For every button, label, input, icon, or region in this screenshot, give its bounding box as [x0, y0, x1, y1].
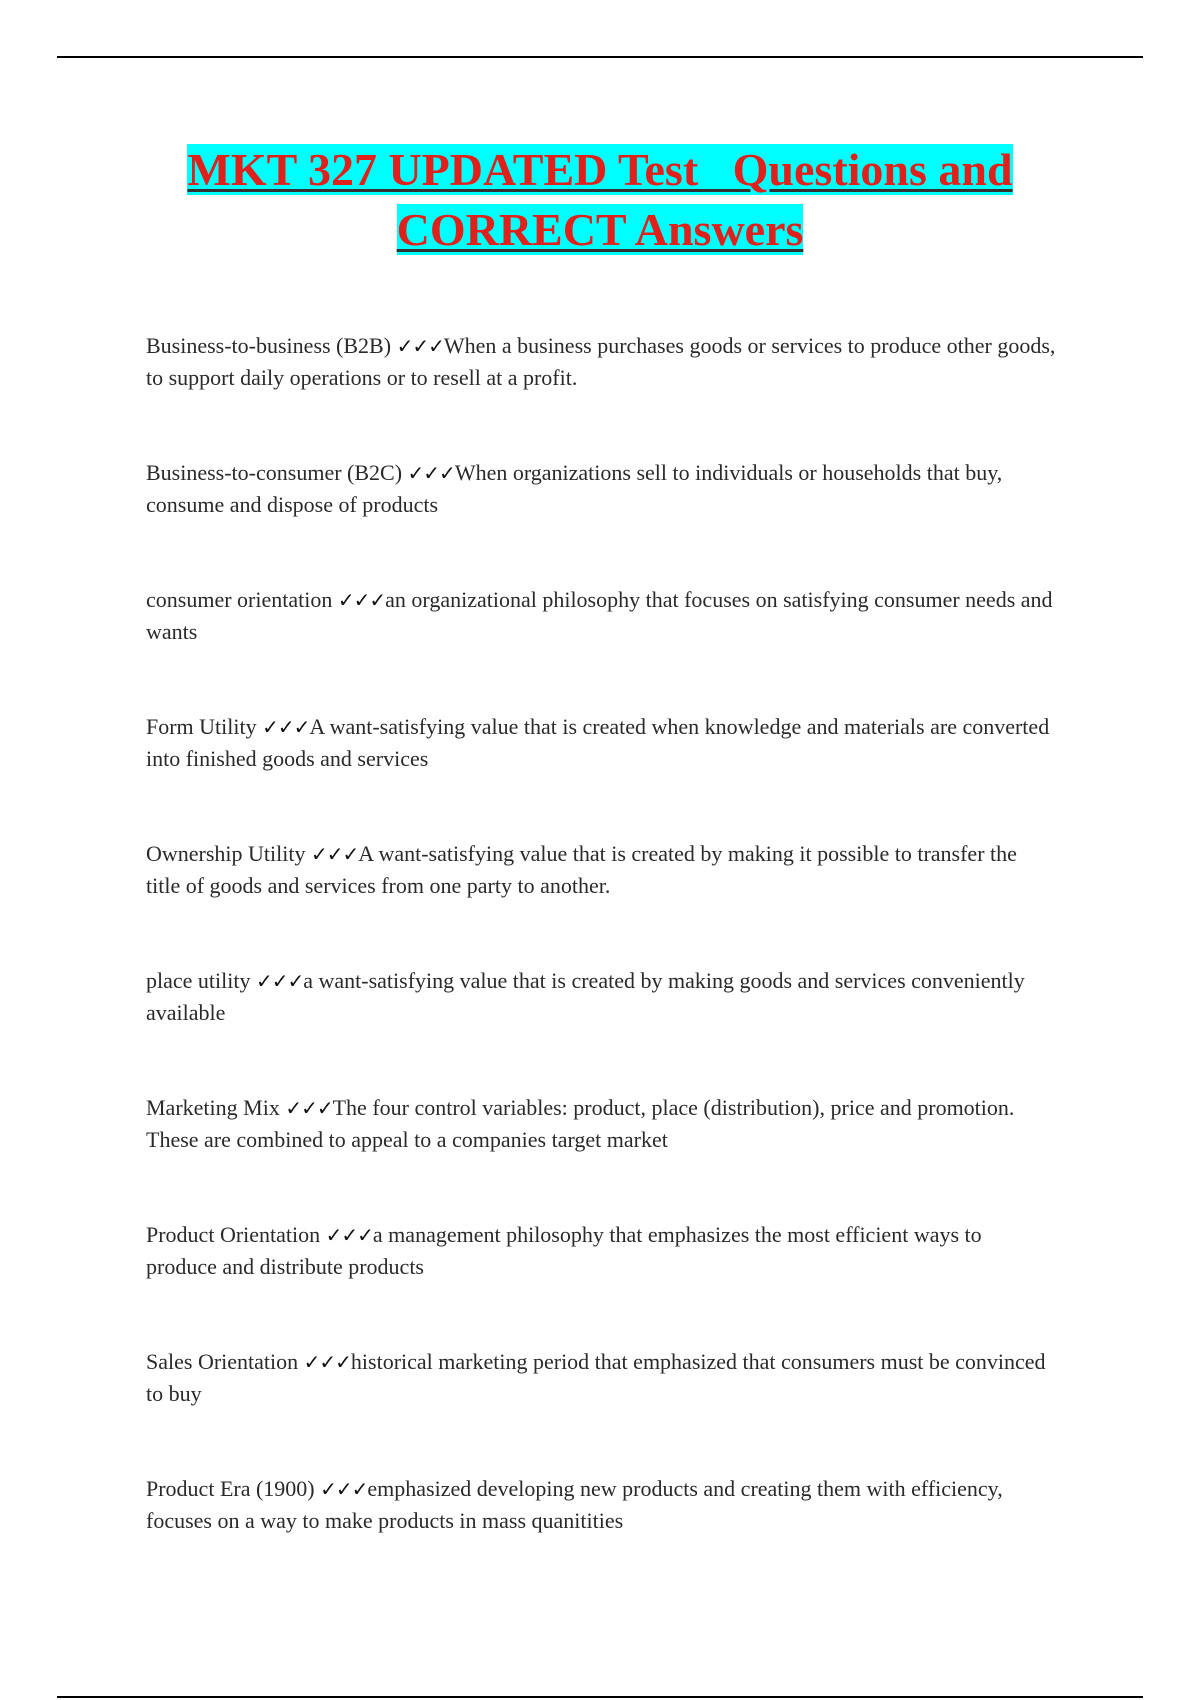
check-icon: ✓✓✓: [325, 1223, 373, 1247]
entry-definition: When organizations sell to individuals or households that buy, consume and dispose of products: [146, 460, 1003, 517]
top-divider: [57, 56, 1143, 58]
entry-term: Business-to-business (B2B): [146, 333, 397, 358]
title-line-1: MKT 327 UPDATED Test Questions and: [187, 144, 1013, 195]
check-icon: ✓✓✓: [303, 1350, 351, 1374]
check-icon: ✓✓✓: [407, 461, 455, 485]
entry-definition: an organizational philosophy that focuses on satisfying consumer needs and wants: [146, 587, 1053, 644]
entry-term: Form Utility: [146, 714, 263, 739]
check-icon: ✓✓✓: [311, 842, 359, 866]
entry-definition: emphasized developing new products and creating them with efficiency, focuses on a way to make products in mass quanitities: [146, 1476, 1003, 1533]
list-item: [146, 1219, 1056, 1282]
list-item: [146, 330, 1056, 393]
entry-term: Marketing Mix: [146, 1095, 286, 1120]
entry-term: Product Orientation: [146, 1222, 326, 1247]
check-icon: ✓✓✓: [337, 588, 386, 612]
page-title: [100, 140, 1100, 260]
list-item: [146, 1346, 1056, 1409]
list-item: [146, 1473, 1056, 1536]
entry-definition: When a business purchases goods or services to produce other goods, to support daily operations or to resell at a profit.: [146, 333, 1056, 390]
entry-term: Product Era (1900): [146, 1476, 321, 1501]
entry-term: Sales Orientation: [146, 1349, 304, 1374]
entry-term: consumer orientation: [146, 587, 338, 612]
entry-definition: historical marketing period that emphasized that consumers must be convinced to buy: [146, 1349, 1046, 1406]
entry-definition: The four control variables: product, place (distribution), price and promotion. These are combined to appeal to a companies target market: [146, 1095, 1015, 1152]
list-item: [146, 711, 1056, 774]
check-icon: ✓✓✓: [396, 334, 444, 358]
entry-term: Business-to-consumer (B2C): [146, 460, 408, 485]
entry-definition: a want-satisfying value that is created by making goods and services conveniently available: [146, 968, 1025, 1025]
list-item: [146, 965, 1056, 1028]
list-item: [146, 1092, 1056, 1155]
check-icon: ✓✓✓: [320, 1477, 368, 1501]
entry-term: Ownership Utility: [146, 841, 311, 866]
list-item: [146, 838, 1056, 901]
list-item: [146, 457, 1056, 520]
list-item: [146, 584, 1056, 647]
bottom-divider: [57, 1696, 1143, 1698]
entry-definition: A want-satisfying value that is created when knowledge and materials are converted into finished goods and services: [146, 714, 1050, 771]
check-icon: ✓✓✓: [285, 1096, 333, 1120]
entry-term: place utility: [146, 968, 256, 993]
check-icon: ✓✓✓: [255, 969, 304, 993]
check-icon: ✓✓✓: [262, 715, 310, 739]
entry-definition: A want-satisfying value that is created by making it possible to transfer the title of goods and services from one party to another.: [146, 841, 1017, 898]
entry-definition: a management philosophy that emphasizes the most efficient ways to produce and distribute products: [146, 1222, 982, 1279]
title-line-2: CORRECT Answers: [396, 204, 804, 255]
